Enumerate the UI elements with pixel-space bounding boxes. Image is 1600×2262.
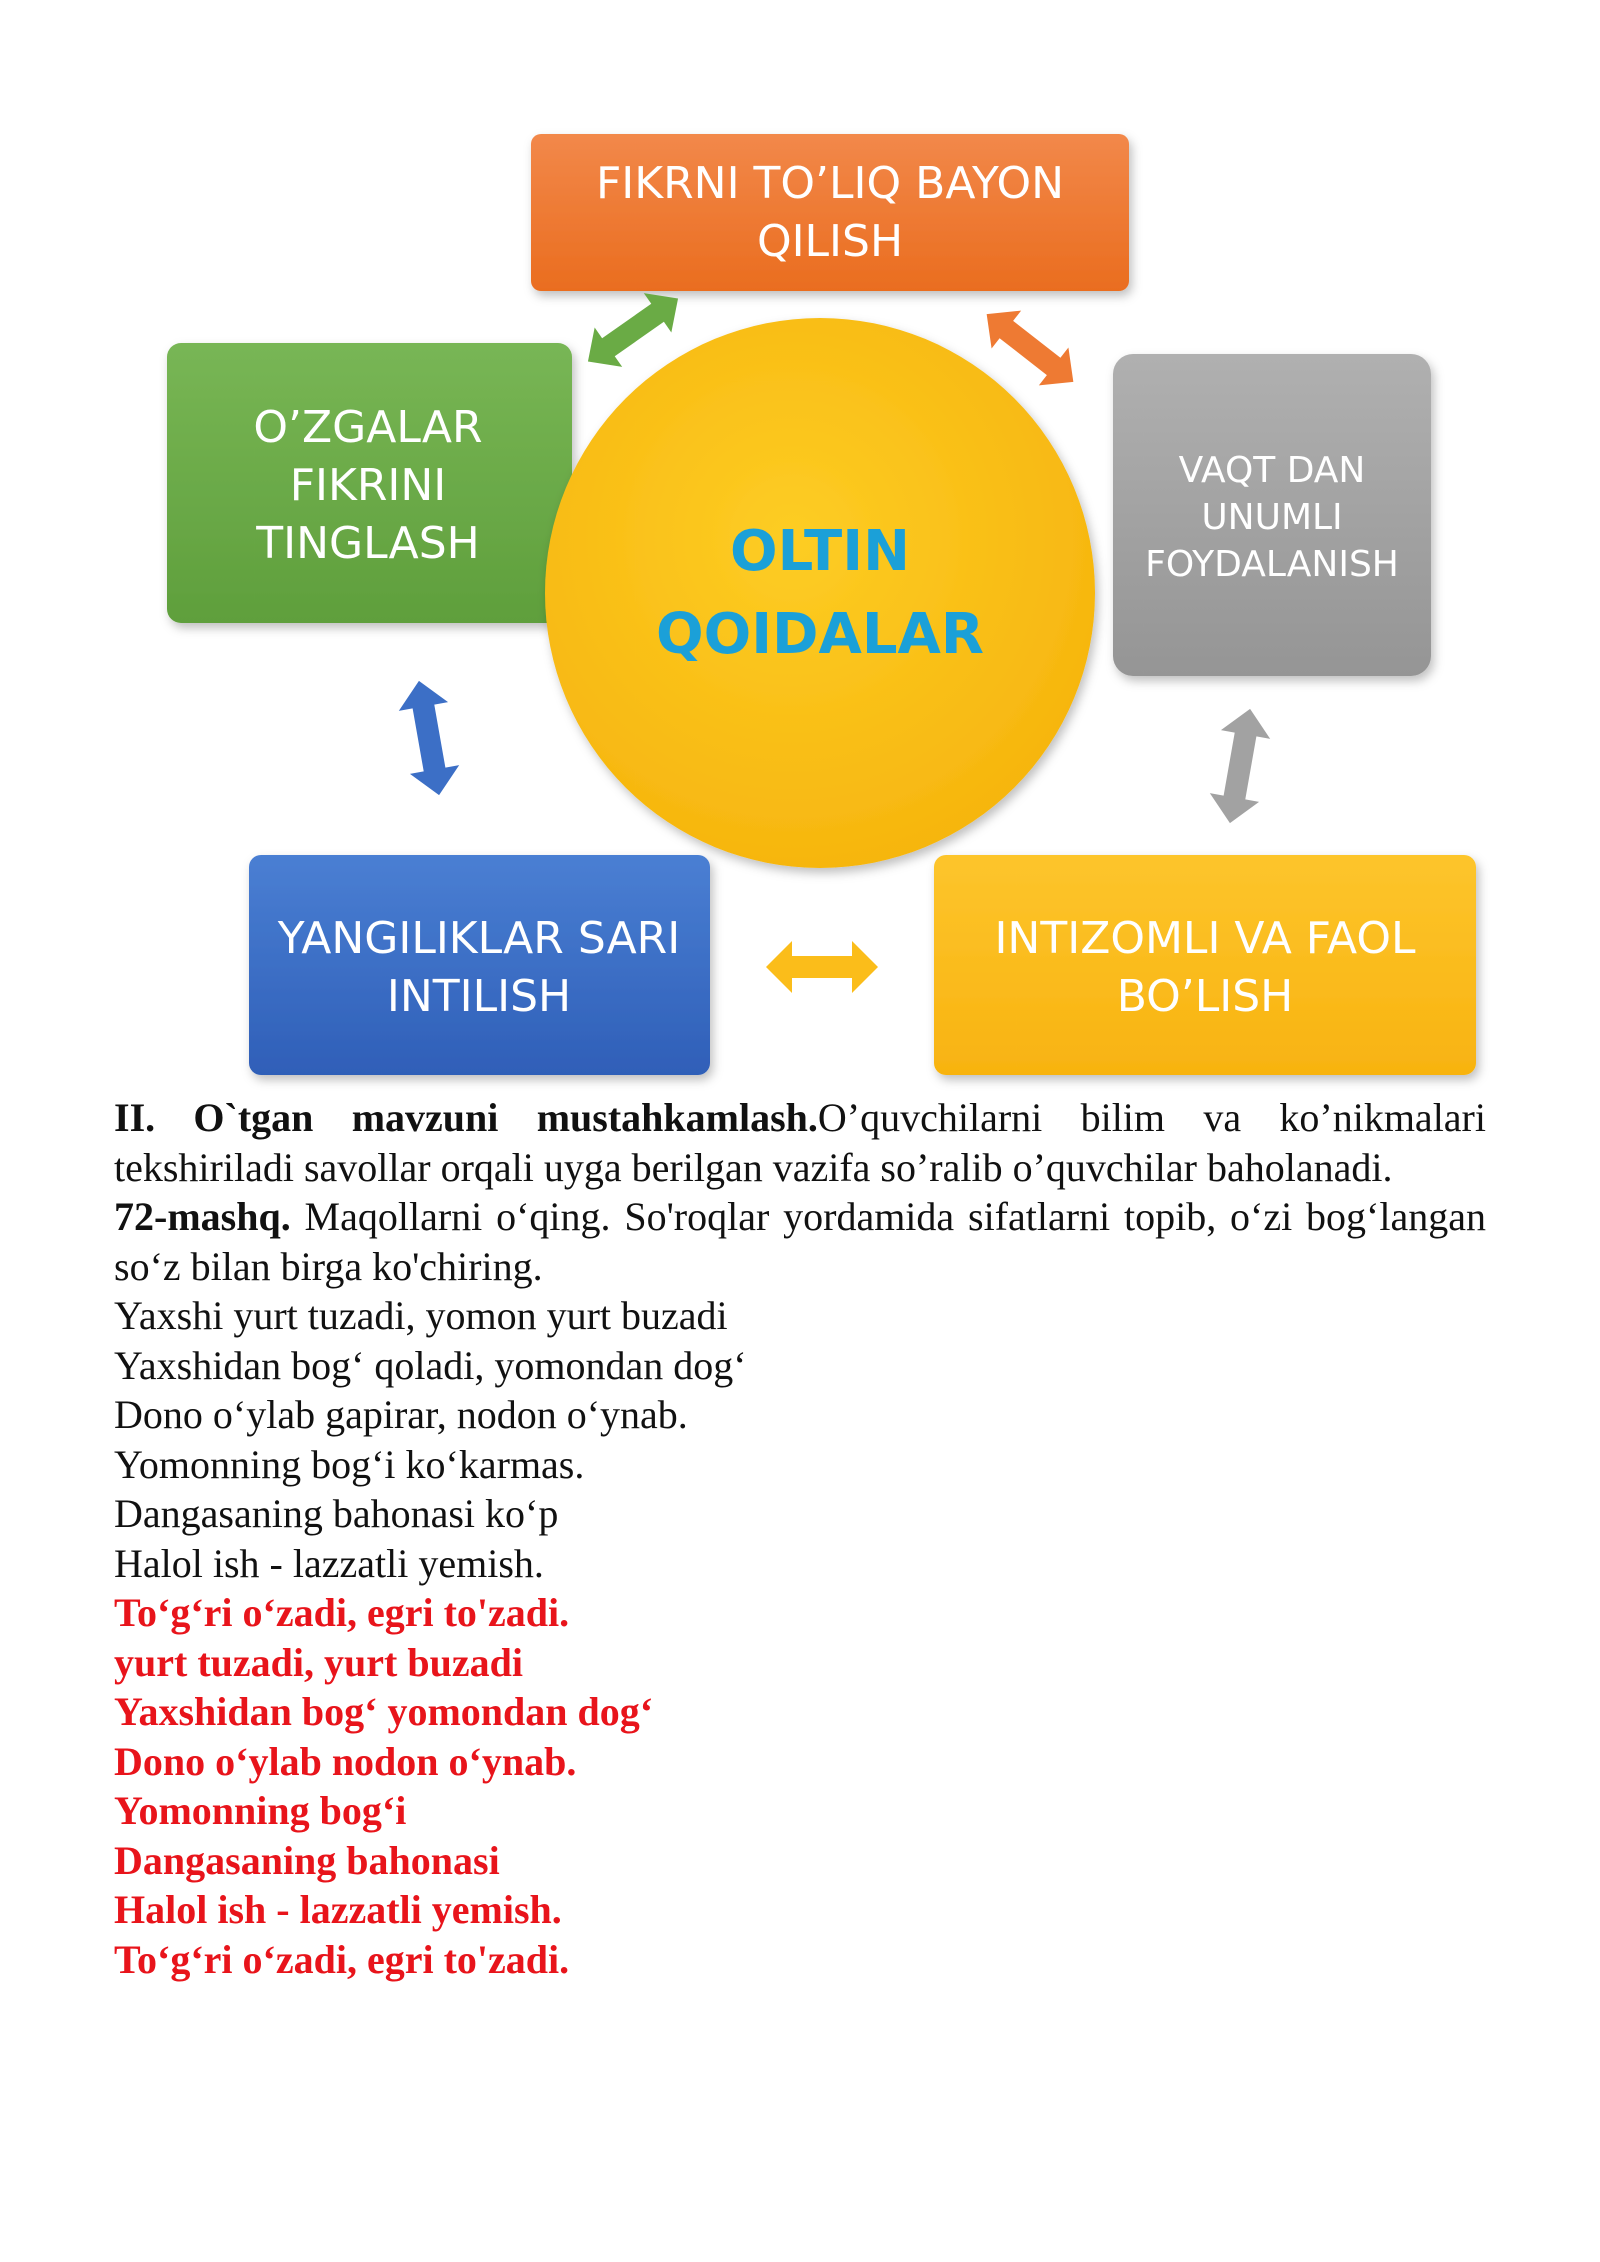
answer-line: Yaxshidan bog‘ yomondan dog‘	[114, 1689, 654, 1734]
answer-line: Dono o‘ylab nodon o‘ynab.	[114, 1738, 577, 1784]
box-right-line1: VAQT DAN	[1178, 450, 1366, 491]
answer-line: yurt tuzadi, yurt buzadi	[114, 1639, 523, 1685]
exercise-instruction: Maqollarni o‘qing. So'roqlar yordamida sifatlarni topib, o‘zi bog‘langan so‘z bilan birga ko'chiring.	[114, 1194, 1486, 1289]
box-left-line2: FIKRINI	[289, 460, 447, 511]
proverb-line: Yomonning bog‘i ko‘karmas.	[114, 1441, 585, 1487]
box-bottom-left-line1: YANGILIKLAR SARI	[277, 913, 681, 964]
box-top-line1: FIKRNI TO’LIQ BAYON	[595, 158, 1065, 209]
exercise-number: 72-mashq.	[114, 1194, 291, 1239]
answer-line: To‘g‘ri o‘zadi, egri to'zadi.	[114, 1590, 570, 1635]
section-text: O’quvchilarni bilim va ko’nikmalari tekshiriladi savollar orqali uyga berilgan vazifa so’ralib o’quvchilar baholanadi.	[114, 1095, 1486, 1190]
box-right-use-time	[1113, 354, 1431, 676]
center-title-line2: QOIDALAR	[655, 602, 985, 667]
proverb-line: Yaxshidan bog‘ qoladi, yomondan dog‘	[114, 1342, 747, 1388]
box-bottom-left-seek-news	[249, 855, 710, 1075]
center-circle	[545, 318, 1095, 868]
section-heading: II. O`tgan mavzuni mustahkamlash.	[114, 1095, 818, 1140]
proverb-line: Dono o‘ylab gapirar, nodon o‘ynab.	[114, 1392, 688, 1437]
box-left-line1: O’ZGALAR	[253, 402, 483, 453]
box-bottom-left-line2: INTILISH	[386, 971, 572, 1022]
box-bottom-right-line2: BO’LISH	[1116, 971, 1294, 1022]
box-left-line3: TINGLASH	[256, 518, 480, 569]
exercise-paragraph	[114, 1192, 1486, 1291]
arrow-right-vertical	[1205, 705, 1274, 828]
answer-line: Dangasaning bahonasi	[114, 1837, 500, 1883]
answer-line: To‘g‘ri o‘zadi, egri to'zadi.	[114, 1936, 570, 1982]
box-left-listen-others	[167, 343, 572, 623]
answer-line: Yomonning bog‘i	[114, 1788, 407, 1833]
proverb-line: Halol ish - lazzatli yemish.	[114, 1540, 544, 1586]
section-paragraph	[114, 1093, 1486, 1192]
arrow-left-vertical	[394, 677, 463, 800]
box-right-line2: UNUMLI	[1201, 497, 1343, 538]
box-top-line2: QILISH	[756, 216, 904, 267]
box-right-line3: FOYDALANISH	[1145, 544, 1399, 585]
proverb-line: Yaxshi yurt tuzadi, yomon yurt buzadi	[114, 1293, 728, 1338]
lesson-text	[114, 1093, 1486, 1984]
arrow-bottom-horizontal	[766, 941, 878, 993]
box-bottom-right-disciplined-active	[934, 855, 1476, 1075]
golden-rules-diagram	[0, 0, 1600, 1110]
proverb-line: Dangasaning bahonasi ko‘p	[114, 1491, 559, 1536]
center-title-line1: OLTIN	[730, 519, 910, 584]
answer-line: Halol ish - lazzatli yemish.	[114, 1887, 562, 1932]
box-bottom-right-line1: INTIZOMLI VA FAOL	[994, 913, 1416, 964]
box-top-speak-fully	[531, 134, 1129, 291]
